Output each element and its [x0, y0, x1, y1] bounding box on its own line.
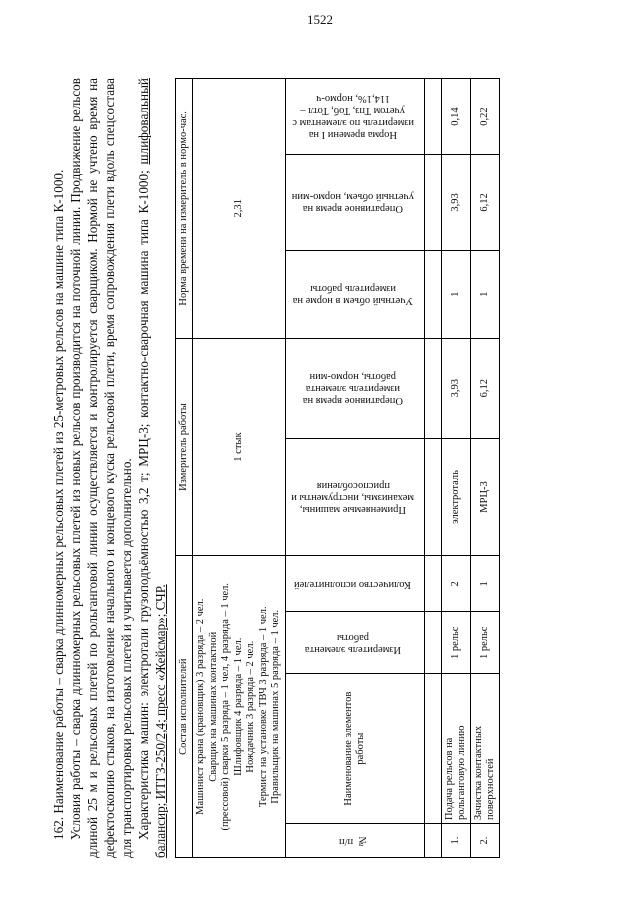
column-header-row — [285, 79, 424, 858]
table-row — [441, 79, 470, 858]
col-header-workers: Количество исполнителей — [285, 556, 424, 612]
row-op-time-volume: 3,93 — [441, 154, 470, 250]
crew-line: Правильщик на машинах 5 разряда – 1 чел. — [270, 609, 281, 804]
col-header-name: Наименование элементов работы — [285, 674, 424, 824]
row-volume: 1 — [470, 250, 499, 338]
row-meter: 1 рельс — [470, 612, 499, 674]
intro-text — [50, 78, 169, 858]
col-header-op-time: Оперативное время на измеритель элемента работы, нормо-мин — [285, 338, 424, 438]
row-norm: 0,22 — [470, 79, 499, 155]
crew-line: Машинист крана (крановщик) 3 разряда – 2 чел. — [195, 598, 206, 815]
meter-header: Измеритель работы — [176, 338, 193, 556]
row-op-time-volume: 6,12 — [470, 154, 499, 250]
row-machines: МРЦ-3 — [470, 438, 499, 556]
row-workers: 1 — [470, 556, 499, 612]
table-row — [470, 79, 499, 858]
work-conditions: Условия работы – сварка длинномерных рельсовых плетей из новых рельсов производится на поточной линии. Продвижение рельсов длиной 25 м и рельсовых плетей по рольганговой линии осуществляется и контролируется сварщиком. Нормой не учтено время на дефектоскопию стыков, на изготовление начального и концевого куска рельсовой плети, время сопровождения плети вдоль спецсостава для транспортировки рельсовых плетей и учитывается дополнительно. — [68, 78, 134, 858]
col-header-machines: Применяемые машины, механизмы, инструменты и приспособления — [285, 438, 424, 556]
row-op-time: 6,12 — [470, 338, 499, 438]
crew-line: Термист на установке ТВЧ 3 разряда – 1 чел. — [257, 606, 269, 807]
row-machines: электроталь — [441, 438, 470, 556]
crew-list — [193, 556, 286, 858]
row-op-time: 3,93 — [441, 338, 470, 438]
crew-line: Сварщик на машинах контактной — [207, 631, 219, 782]
work-title: 162. Наименование работы – сварка длинномерных рельсовых плетей из 25-метровых рельсов на машине типа К-1000. — [51, 169, 66, 840]
norm-value: 2,31 — [193, 79, 286, 339]
page-number: 1522 — [307, 12, 333, 27]
crew-line: (прессовой) сварки 5 разряда – 1 чел, 4 разряда – 1 чел. — [220, 582, 231, 831]
header-row-values — [193, 79, 286, 858]
row-name: Зачистка контактных поверхностей — [470, 674, 499, 824]
row-meter: 1 рельс — [441, 612, 470, 674]
col-header-num: № п/п — [285, 824, 424, 858]
col-header-norm: Норма времени I на измеритель по элементам с учетом Тпз, Тоб, Тотл – 114,1%, нормо-ч — [285, 79, 424, 155]
col-header-op-time-volume: Оперативное время на учетный объем, нормо-мин — [285, 154, 424, 250]
machines-text-underlined: шлифовальный балансир; ИТГЗ-250/2,4; пресс «Жейсмар»; СЧР. — [136, 78, 168, 858]
row-num: 1. — [441, 824, 470, 858]
crew-line: Нождачник 3 разряда – 2 чел. — [245, 640, 256, 773]
rotated-content — [50, 78, 570, 858]
col-header-meter: Измеритель элемента работы — [285, 612, 424, 674]
crew-header: Состав исполнителей — [176, 556, 193, 858]
row-volume: 1 — [441, 250, 470, 338]
norm-table — [175, 78, 500, 858]
row-name: Подача рельсов на рольганговую линию — [441, 674, 470, 824]
meter-value: 1 стык — [193, 338, 286, 556]
row-norm: 0,14 — [441, 79, 470, 155]
col-header-volume: Учетный объем в норме на измеритель работы — [285, 250, 424, 338]
norm-header: Норма времени на измеритель в нормо-час. — [176, 79, 193, 339]
machines-characteristics — [135, 78, 169, 858]
row-workers: 2 — [441, 556, 470, 612]
crew-line: Шлифовщик 4 разряда – 1 чел. — [232, 637, 244, 776]
column-number-row — [424, 79, 441, 858]
header-row-crew — [176, 79, 193, 858]
row-num: 2. — [470, 824, 499, 858]
machines-text: Характеристика машин: электротали грузоподъёмностью 3,2 т; МРЦ-3; контактно-сварочная машина типа К-1000; — [136, 170, 151, 840]
